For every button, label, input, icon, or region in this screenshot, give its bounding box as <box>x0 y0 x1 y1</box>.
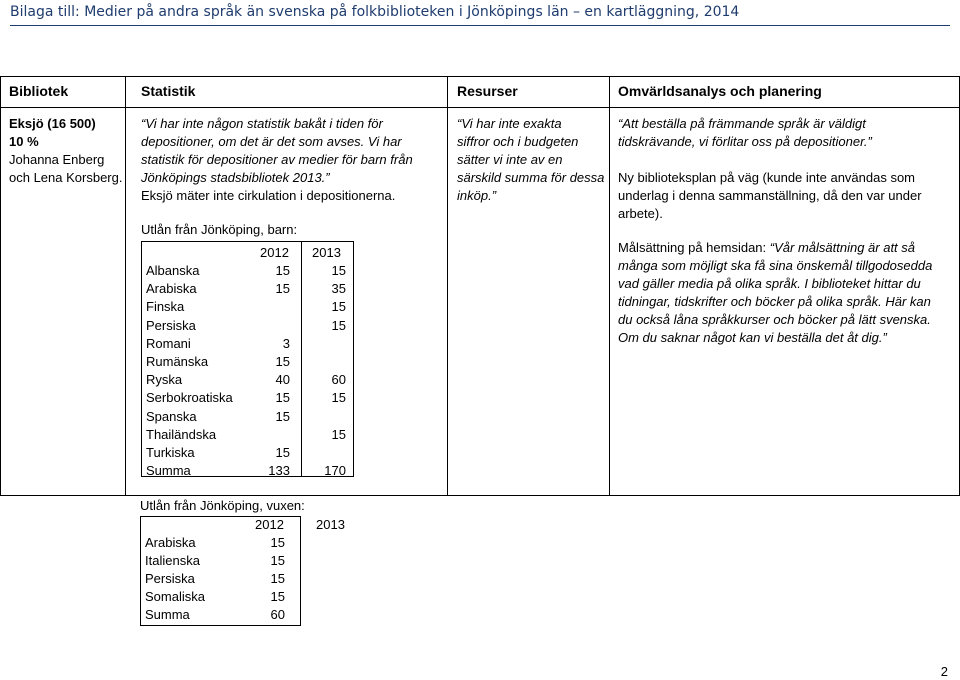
omvarld-p1-l1: “Att beställa på främmande språk är väldigt <box>618 116 866 131</box>
omvarld-p3-l3: vad gäller media på olika språk. I biblioteket hittar du <box>618 276 921 291</box>
stat-lang-cell: Persiska <box>146 317 196 333</box>
header-title: Bilaga till: Medier på andra språk än svenska på folkbiblioteken i Jönköpings län – en kartläggning, 2014 <box>10 4 740 20</box>
stat-value-cell: 40 <box>275 372 290 388</box>
stat-lang-cell: Turkiska <box>146 445 195 460</box>
library-contact-1: Johanna Enberg <box>9 152 105 167</box>
stat-lang-cell: Somaliska <box>145 589 205 604</box>
resurser-l5: inköp.” <box>457 188 497 203</box>
statistik-para1-l3: statistik för depositioner av medier för barn från <box>141 152 413 167</box>
stat-lang-cell: Arabiska <box>146 281 197 297</box>
stat-lang-cell: Serbokroatiska <box>146 390 233 406</box>
stat-value-cell: 3 <box>282 335 290 351</box>
stat-lang-cell: Romani <box>146 335 191 351</box>
col-header-resurser: Resurser <box>457 83 518 99</box>
stat-value-cell: 15 <box>331 263 346 278</box>
statistik-para1-l4: Jönköpings stadsbibliotek 2013.” <box>141 170 330 185</box>
col-divider-1 <box>125 77 126 495</box>
vuxen-year-2013: 2013 <box>316 517 345 532</box>
resurser-l3: sätter vi inte av en <box>457 152 563 167</box>
col-header-statistik: Statistik <box>141 83 196 99</box>
stat-value-cell: 15 <box>331 390 346 406</box>
omvarld-p1-l2: tidskrävande, vi förlitar oss på depositioner.” <box>618 134 872 149</box>
vuxen-year-2012: 2012 <box>255 517 284 532</box>
stat-lang-cell: Albanska <box>146 263 200 278</box>
stat-value-cell: 15 <box>270 589 285 604</box>
stat-value-cell: 15 <box>331 426 346 442</box>
stat-lang-cell: Thailändska <box>146 426 217 442</box>
col-divider-3 <box>609 77 610 495</box>
omvarld-p2-l2: underlag i denna sammanställning, då den var under <box>618 188 922 203</box>
stat-value-cell: 15 <box>275 263 290 278</box>
stat-value-cell: 15 <box>275 354 290 369</box>
stat-value-cell: 15 <box>275 390 290 406</box>
omvarld-p3-l1: Målsättning på hemsidan: “Vår målsättning är att så <box>618 240 916 255</box>
library-percent: 10 % <box>9 134 39 149</box>
stat-value-cell: 170 <box>324 463 346 479</box>
library-name: Eksjö (16 500) <box>9 116 96 131</box>
stat-lang-cell: Italienska <box>145 553 200 568</box>
barn-table <box>141 241 355 477</box>
stat-lang-cell: Summa <box>146 463 191 479</box>
stat-value-cell: 15 <box>270 571 285 586</box>
header-rule <box>10 25 950 26</box>
barn-year-2012: 2012 <box>260 245 289 260</box>
col-header-bibliotek: Bibliotek <box>9 83 69 99</box>
omvarld-p2-l1: Ny biblioteksplan på väg (kunde inte användas som <box>618 170 916 185</box>
resurser-l2: siffror och i budgeten <box>457 134 579 149</box>
stat-lang-cell: Spanska <box>146 408 197 424</box>
barn-title: Utlån från Jönköping, barn: <box>141 222 298 237</box>
stat-value-cell: 15 <box>331 317 346 333</box>
library-contact-2: och Lena Korsberg. <box>9 170 123 185</box>
col-header-omvarld: Omvärldsanalys och planering <box>618 83 822 99</box>
stat-value-cell: 60 <box>270 607 285 622</box>
resurser-l4: särskild summa för dessa <box>457 170 605 185</box>
stat-value-cell: 60 <box>331 372 346 388</box>
vuxen-table <box>140 516 354 626</box>
resurser-l1: “Vi har inte exakta <box>457 116 562 131</box>
header-row-rule <box>1 107 959 108</box>
statistik-para2: Eksjö mäter inte cirkulation i depositionerna. <box>141 188 396 203</box>
survey-table <box>0 76 960 496</box>
omvarld-p3-l2: många som möjligt ska få sina önskemål tillgodosedda <box>618 258 933 273</box>
stat-value-cell: 15 <box>275 408 290 424</box>
col-divider-2 <box>447 77 448 495</box>
omvarld-p2-l3: arbete). <box>618 206 663 221</box>
stat-lang-cell: Ryska <box>146 372 183 388</box>
barn-year-2013: 2013 <box>312 245 341 260</box>
stat-value-cell: 15 <box>275 281 290 297</box>
statistik-para1-l2: depositioner, om det är det som avses. Vi har <box>141 134 402 149</box>
stat-lang-cell: Rumänska <box>146 354 209 369</box>
omvarld-p3-l5: du också låna språkkurser och böcker på lätt svenska. <box>618 312 931 327</box>
stat-lang-cell: Arabiska <box>145 535 196 550</box>
stat-value-cell: 15 <box>275 445 290 460</box>
stat-lang-cell: Summa <box>145 607 190 622</box>
stat-lang-cell: Finska <box>146 299 185 315</box>
stat-lang-cell: Persiska <box>145 571 195 586</box>
stat-value-cell: 15 <box>270 553 285 568</box>
stat-value-cell: 35 <box>331 281 346 297</box>
omvarld-p3-l6: Om du saknar något kan vi beställa det åt dig.” <box>618 330 887 345</box>
stat-value-cell: 15 <box>270 535 285 550</box>
page-number: 2 <box>940 664 948 679</box>
stat-value-cell: 15 <box>331 299 346 315</box>
vuxen-title: Utlån från Jönköping, vuxen: <box>140 498 305 513</box>
statistik-para1-l1: “Vi har inte någon statistik bakåt i tiden för <box>141 116 383 131</box>
stat-value-cell: 133 <box>268 463 290 479</box>
omvarld-p3-l4: tidningar, tidskrifter och böcker på olika språk. Här kan <box>618 294 931 309</box>
